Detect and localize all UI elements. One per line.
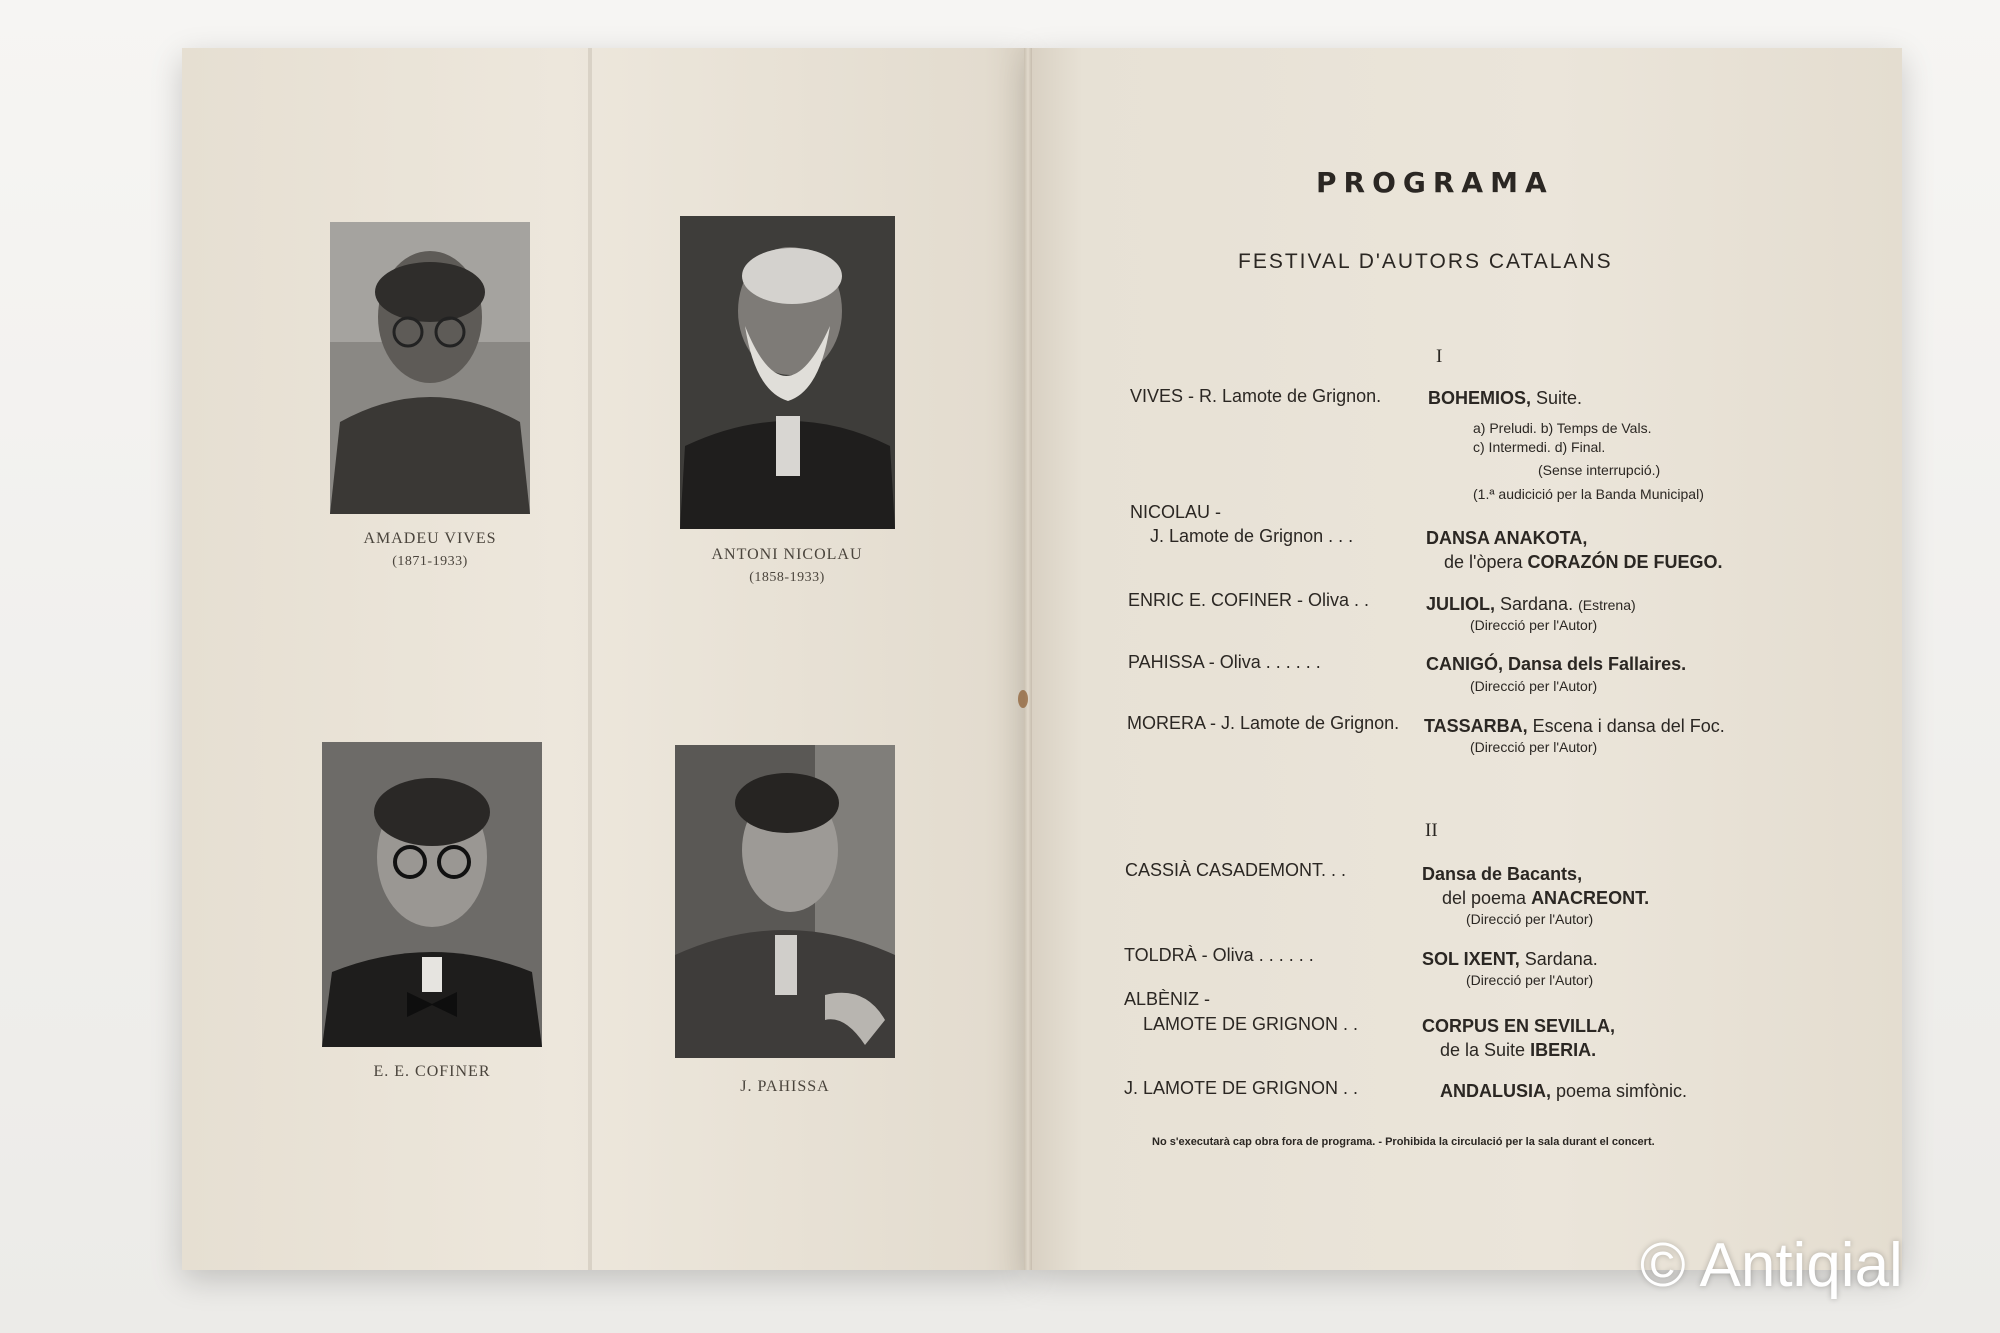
rust-spot — [1018, 690, 1028, 708]
author-pahissa: PAHISSA - Oliva . . . . . . — [1128, 652, 1321, 672]
work-title: SOL IXENT, — [1422, 949, 1520, 969]
spine — [1024, 48, 1032, 1270]
portrait-years: (1871-1933) — [392, 554, 468, 569]
note-direction: (Direcció per l'Autor) — [1466, 972, 1594, 988]
caption-vives — [300, 530, 560, 570]
work-dansa-anakota: DANSA ANAKOTA, — [1426, 528, 1588, 548]
portrait-name: ANTONI NICOLAU — [711, 546, 863, 563]
work-detail: Suite. — [1531, 388, 1583, 408]
work-detail: Sardana. — [1495, 594, 1574, 614]
portrait-pahissa — [675, 745, 895, 1058]
portrait-nicolau — [680, 216, 895, 529]
program-footer: No s'executarà cap obra fora de programa. - Prohibida la circulació per la sala durant el concert. — [1152, 1136, 1655, 1148]
program-title: PROGRAMA — [1316, 166, 1554, 199]
work-juliol — [1426, 594, 1636, 615]
work-anacreont — [1442, 888, 1649, 909]
work-title: ANDALUSIA, — [1440, 1081, 1551, 1101]
note-audition: (1.ª audicició per la Banda Municipal) — [1473, 486, 1704, 502]
portrait-name: AMADEU VIVES — [363, 530, 497, 547]
author-albeniz-line2: LAMOTE DE GRIGNON . . — [1143, 1014, 1359, 1034]
page-fold — [588, 48, 592, 1270]
author-lamote: J. LAMOTE DE GRIGNON . . — [1124, 1078, 1359, 1098]
work-title: TASSARBA, — [1424, 716, 1528, 736]
portrait-name: J. PAHISSA — [740, 1078, 830, 1095]
work-detail: del poema — [1442, 888, 1532, 908]
portrait-years: (1858-1933) — [749, 570, 825, 585]
work-corazon — [1444, 552, 1723, 573]
part-one-heading: I — [1436, 346, 1443, 367]
note-movements-2: c) Intermedi. d) Final. — [1473, 439, 1606, 455]
author-morera: MORERA - J. Lamote de Grignon. — [1127, 713, 1400, 733]
portrait-cofiner — [322, 742, 542, 1047]
program-subtitle: FESTIVAL D'AUTORS CATALANS — [1238, 250, 1613, 273]
portrait-vives — [330, 222, 530, 514]
note-direction: (Direcció per l'Autor) — [1470, 739, 1598, 755]
author-nicolau: NICOLAU - — [1130, 502, 1222, 522]
note-direction: (Direcció per l'Autor) — [1470, 617, 1598, 633]
work-canigo: CANIGÓ, Dansa dels Fallaires. — [1426, 654, 1687, 674]
work-detail: de l'òpera — [1444, 552, 1528, 572]
author-casademont: CASSIÀ CASADEMONT. . . — [1125, 860, 1347, 880]
work-detail: de la Suite — [1440, 1040, 1531, 1060]
caption-nicolau — [657, 546, 917, 586]
work-detail: Sardana. — [1519, 949, 1598, 969]
author-cofiner: ENRIC E. COFINER - Oliva . . — [1128, 590, 1370, 610]
work-title: CORAZÓN DE FUEGO. — [1527, 552, 1723, 572]
work-detail: Escena i dansa del Foc. — [1527, 716, 1725, 736]
work-title: IBERIA. — [1530, 1040, 1597, 1060]
work-tassarba — [1424, 716, 1725, 737]
author-albeniz: ALBÈNIZ - — [1124, 989, 1211, 1009]
work-tag: (Estrena) — [1578, 597, 1636, 613]
author-nicolau-line2: J. Lamote de Grignon . . . — [1150, 526, 1354, 546]
author-vives: VIVES - R. Lamote de Grignon. — [1130, 386, 1382, 406]
author-toldra: TOLDRÀ - Oliva . . . . . . — [1124, 945, 1314, 965]
work-bacants: Dansa de Bacants, — [1422, 864, 1583, 884]
work-title: ANACREONT. — [1531, 888, 1650, 908]
work-detail: poema simfònic. — [1551, 1081, 1688, 1101]
note-movements-1: a) Preludi. b) Temps de Vals. — [1473, 420, 1652, 436]
part-two-heading: II — [1425, 820, 1438, 841]
note-uninterrupted: (Sense interrupció.) — [1538, 462, 1661, 478]
work-corpus: CORPUS EN SEVILLA, — [1422, 1016, 1616, 1036]
note-direction: (Direcció per l'Autor) — [1466, 911, 1594, 927]
work-title: BOHEMIOS, — [1428, 388, 1532, 408]
work-andalusia — [1440, 1081, 1687, 1102]
note-direction: (Direcció per l'Autor) — [1470, 678, 1598, 694]
work-title: JULIOL, — [1426, 594, 1496, 614]
caption-cofiner — [302, 1063, 562, 1081]
portrait-name: E. E. COFINER — [373, 1063, 491, 1080]
work-bohemios — [1428, 388, 1582, 409]
work-sol-ixent — [1422, 949, 1598, 970]
caption-pahissa — [655, 1078, 915, 1096]
work-iberia — [1440, 1040, 1596, 1061]
watermark: © Antiqial — [1640, 1231, 1903, 1300]
